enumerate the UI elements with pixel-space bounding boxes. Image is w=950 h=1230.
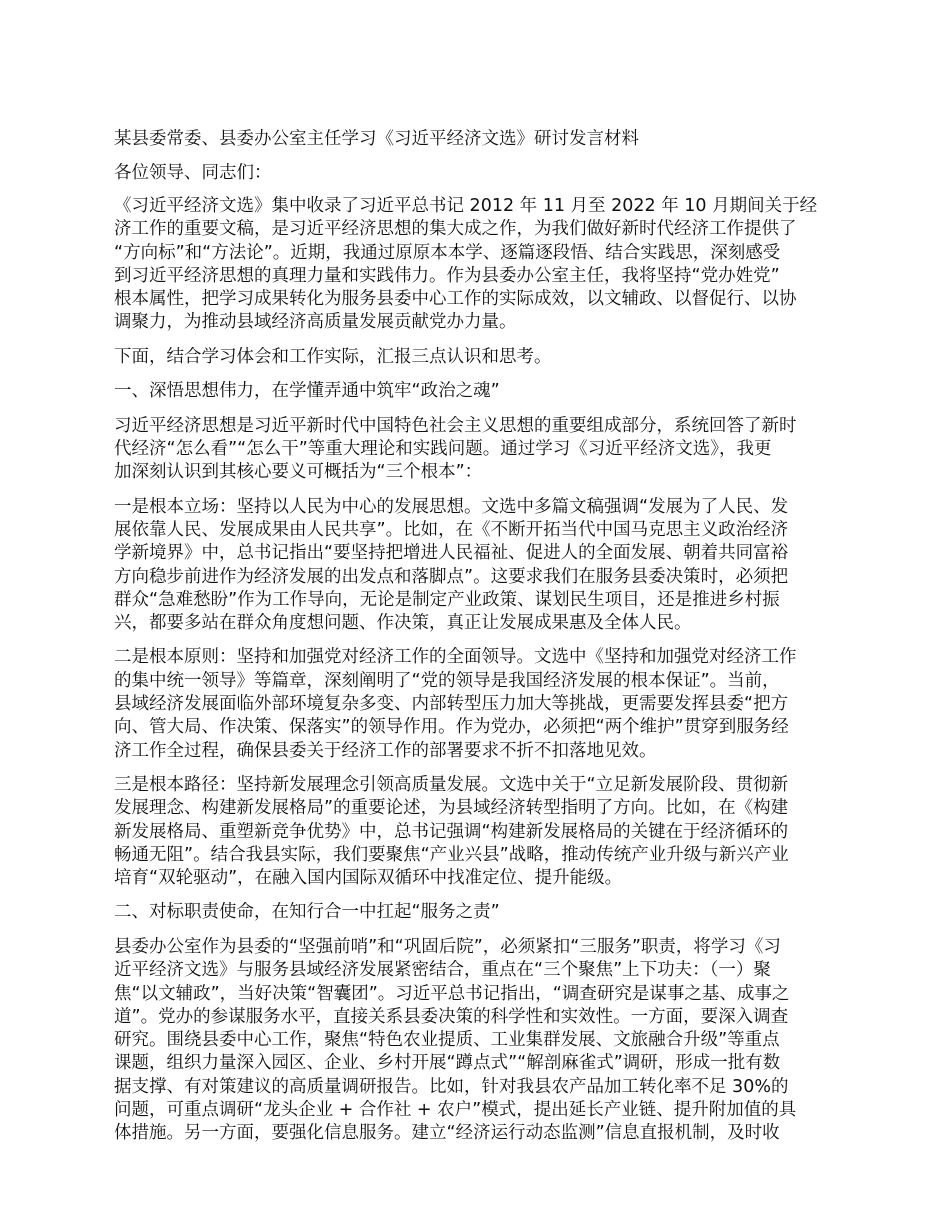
text-line: 据支撑、有对策建议的高质量调研报告。比如，针对我县农产品加工转化率不足 30%的 (114, 1076, 789, 1097)
text-line: 培育“双轮驱动”，在融入国内国际双循环中找准定位、提升能级。 (114, 868, 623, 889)
text-line: 调聚力，为推动县域经济高质量发展贡献党办力量。 (114, 312, 517, 333)
point-3-paragraph (114, 774, 840, 890)
text-line: 课题，组织力量深入园区、企业、乡村开展“蹲点式”“解剖麻雀式”调研，形成一批有数 (114, 1053, 781, 1074)
text-line: 研究。围绕县委中心工作，聚焦“特色农业提质、工业集群发展、文旅融合升级”等重点 (114, 1030, 780, 1051)
text-line: 加深刻认识到其核心要义可概括为“三个根本”： (114, 462, 483, 483)
text-line: 二是根本原则：坚持和加强党对经济工作的全面领导。文选中《坚持和加强党对经济工作 (114, 647, 797, 668)
text-line: 展依靠人民、发展成果由人民共享”。比如，在《不断开拓当代中国马克思主义政治经济 (114, 519, 789, 540)
text-line: 近平经济文选》与服务县域经济发展紧密结合，重点在“三个聚焦”上下功夫：（一）聚 (114, 960, 771, 981)
text-line: 畅通无阻”。结合我县实际，我们要聚焦“产业兴县”战略，推动传统产业升级与新兴产业 (114, 844, 789, 865)
document-title: 某县委常委、县委办公室主任学习《习近平经济文选》研讨发言材料 (114, 129, 639, 149)
intro-paragraph (114, 195, 840, 335)
text-line: 新发展格局、重塑新竞争优势》中，总书记强调“构建新发展格局的关键在于经济循环的 (114, 821, 789, 842)
section-1-heading: 一、深悟思想伟力，在学懂弄通中筑牢“政治之魂” (114, 381, 500, 402)
greeting: 各位领导、同志们： (114, 162, 272, 183)
text-line: 三是根本路径：坚持新发展理念引领高质量发展。文选中关于“立足新发展阶段、贯彻新 (114, 774, 789, 795)
document-page (114, 120, 840, 1157)
text-line: 济工作全过程，确保县委关于经济工作的部署要求不折不扣落地见效。 (114, 740, 657, 761)
text-line: 学新境界》中，总书记指出“要坚持把增进人民福祉、促进人的全面发展、朝着共同富裕 (114, 543, 789, 564)
text-line: 济工作的重要文稿，是习近平经济思想的集大成之作，为我们做好新时代经济工作提供了 (114, 219, 797, 240)
section-1-intro-paragraph (114, 415, 840, 485)
text-line: 习近平经济思想是习近平新时代中国特色社会主义思想的重要组成部分，系统回答了新时 (114, 415, 797, 436)
text-line: 县域经济发展面临外部环境复杂多变、内部转型压力加大等挑战，更需要发挥县委“把方 (114, 694, 789, 715)
text-line: 向、管大局、作决策、保落实”的领导作用。作为党办，必须把“两个维护”贯穿到服务经 (114, 717, 789, 738)
text-line: 群众“急难愁盼”作为工作导向，无论是制定产业政策、谋划民生项目，还是推进乡村振 (114, 589, 780, 610)
text-line: 代经济“怎么看”“怎么干”等重大理论和实践问题。通过学习《习近平经济文选》，我更 (114, 439, 772, 460)
text-line: 根本属性，把学习成果转化为服务县委中心工作的实际成效，以文辅政、以督促行、以协 (114, 289, 797, 310)
text-line: 方向稳步前进作为经济发展的出发点和落脚点”。这要求我们在服务县委决策时，必须把 (114, 566, 789, 587)
text-line: “方向标”和“方法论”。近期，我通过原原本本学、逐篇逐段悟、结合实践思，深刻感受 (114, 242, 781, 263)
section-2-body-paragraph (114, 936, 840, 1146)
text-line: 的集中统一领导》等篇章，深刻阐明了“党的领导是我国经济发展的根本保证”。当前， (114, 670, 780, 691)
text-line: 《习近平经济文选》集中收录了习近平总书记 2012 年 11 月至 2022 年 10 月期间关于经 (114, 196, 818, 216)
text-line: 道”。党办的参谋服务水平，直接关系县委决策的科学性和实效性。一方面，要深入调查 (114, 1006, 789, 1027)
text-line: 体措施。另一方面，要强化信息服务。建立“经济运行动态监测”信息直报机制，及时收 (114, 1123, 780, 1144)
text-line: 焦“以文辅政”，当好决策“智囊团”。习近平总书记指出，“调查研究是谋事之基、成事之 (114, 983, 790, 1004)
text-line: 县委办公室作为县委的“坚强前哨”和“巩固后院”，必须紧扣“三服务”职责，将学习《习 (114, 936, 781, 957)
text-line: 兴，都要多站在群众角度想问题、作决策，真正让发展成果惠及全体人民。 (114, 613, 692, 634)
point-2-paragraph (114, 646, 840, 762)
text-line: 一是根本立场：坚持以人民为中心的发展思想。文选中多篇文稿强调“发展为了人民、发 (114, 496, 789, 517)
text-line: 发展理念、构建新发展格局”的重要论述，为县域经济转型指明了方向。比如，在《构建 (114, 798, 789, 819)
text-line: 到习近平经济思想的真理力量和实践伟力。作为县委办公室主任，我将坚持“党办姓党” (114, 265, 780, 286)
transition-paragraph: 下面，结合学习体会和工作实际，汇报三点认识和思考。 (114, 346, 552, 367)
text-line: 问题，可重点调研“龙头企业 + 合作社 + 农户”模式，提出延长产业链、提升附加值的具 (114, 1100, 797, 1120)
section-2-heading: 二、对标职责使命，在知行合一中扛起“服务之责” (114, 902, 500, 923)
point-1-paragraph (114, 496, 840, 636)
